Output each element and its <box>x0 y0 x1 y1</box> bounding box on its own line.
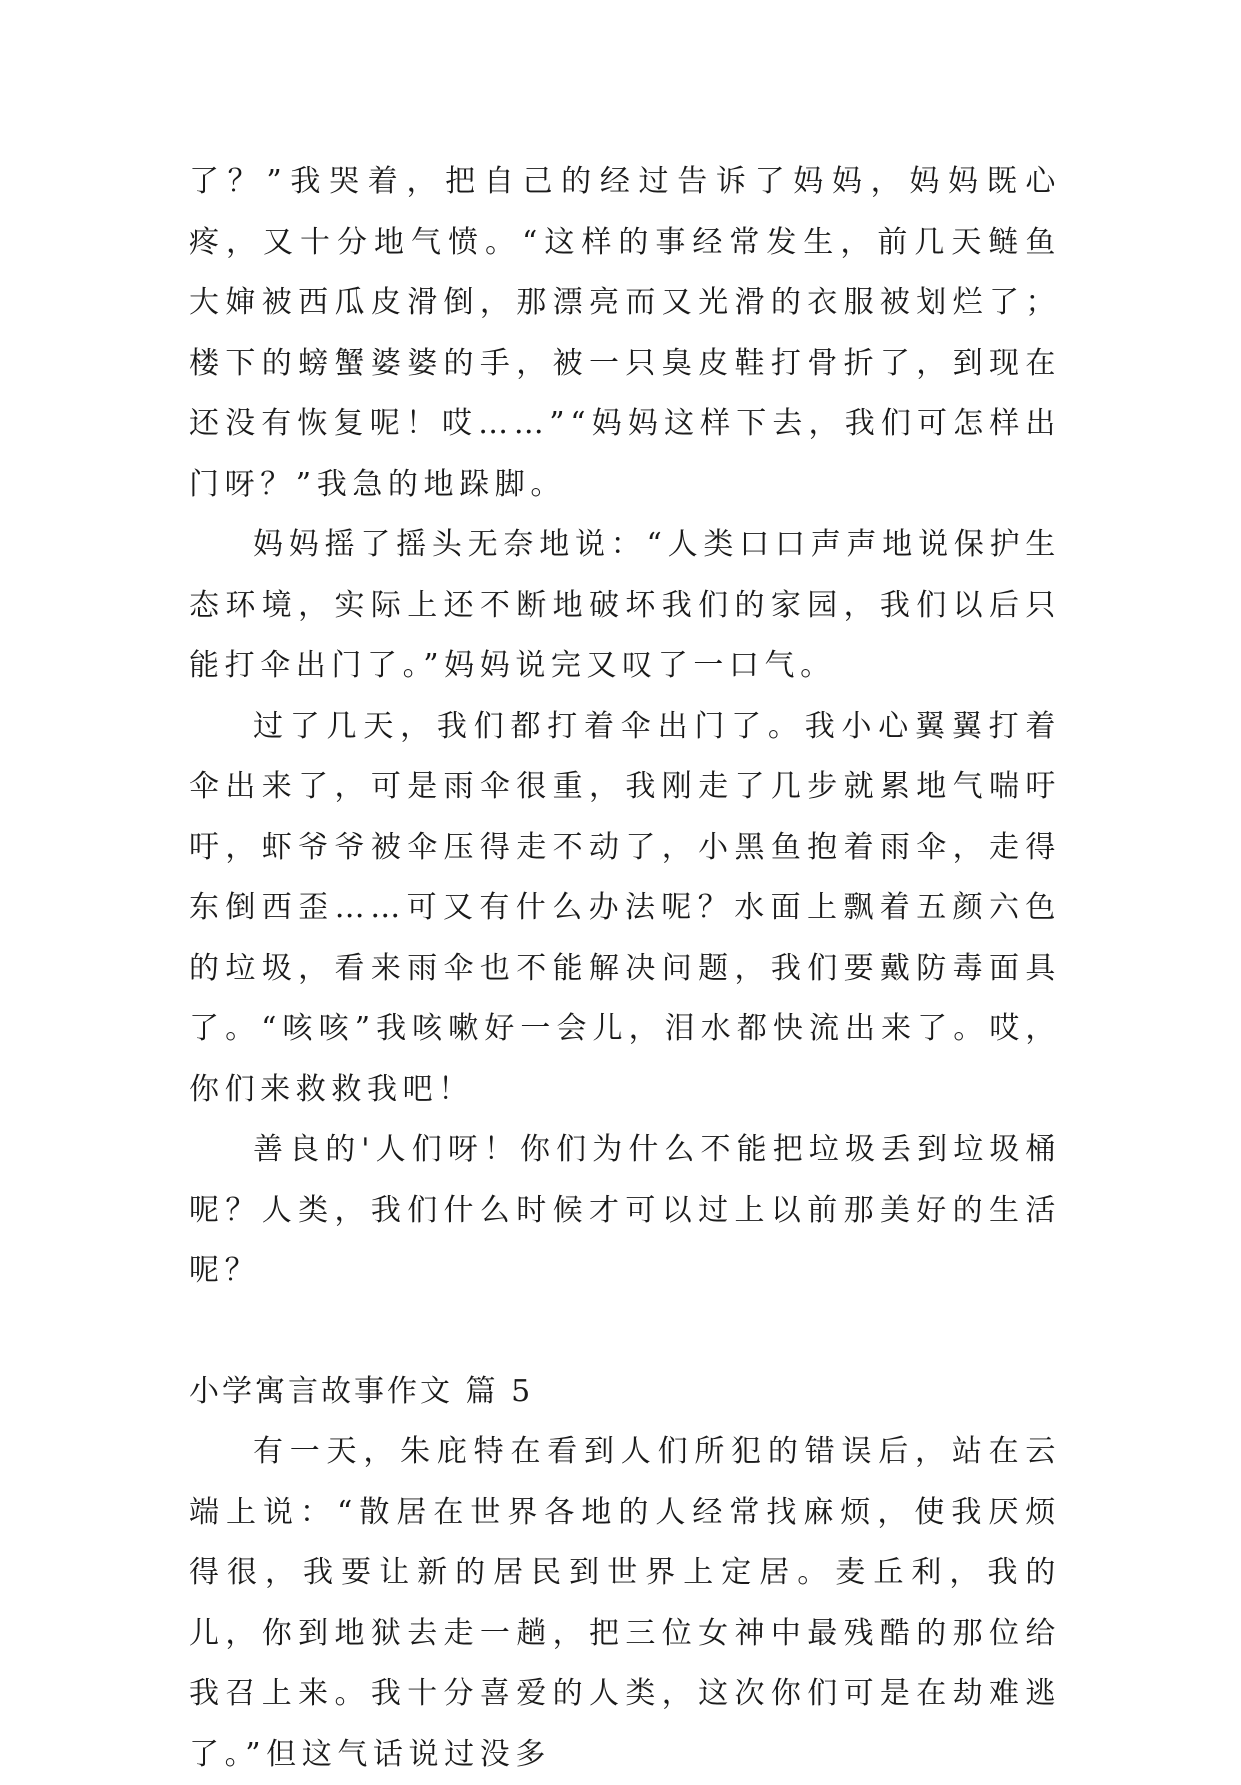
paragraph-plea: 善良的'人们呀！你们为什么不能把垃圾丢到垃圾桶呢？人类，我们什么时候才可以过上以前那美好的生活呢？ <box>189 1132 1061 1288</box>
section-heading: 小学寓言故事作文 篇 5 <box>189 1373 534 1409</box>
paragraph-umbrella-days: 过了几天，我们都打着伞出门了。我小心翼翼打着伞出来了，可是雨伞很重，我刚走了几步就累地气喘吁吁，虾爷爷被伞压得走不动了，小黑鱼抱着雨伞，走得东倒西歪……可又有什么办法呢？水面上飘着五颜六色的垃圾，看来雨伞也不能解决问题，我们要戴防毒面具了。“咳咳”我咳嗽好一会儿，泪水都快流出来了。哎，你们来救救我吧！ <box>189 708 1061 1107</box>
paragraph-continuation: 了？”我哭着，把自己的经过告诉了妈妈，妈妈既心疼，又十分地气愤。“这样的事经常发生，前几天鲢鱼大婶被西瓜皮滑倒，那漂亮而又光滑的衣服被划烂了；楼下的螃蟹婆婆的手，被一只臭皮鞋打骨折了，到现在还没有恢复呢！哎……”“妈妈这样下去，我们可怎样出门呀？”我急的地跺脚。 <box>189 164 1061 502</box>
paragraph-jupiter: 有一天，朱庇特在看到人们所犯的错误后，站在云端上说：“散居在世界各地的人经常找麻烦，使我厌烦得很，我要让新的居民到世界上定居。麦丘利，我的儿，你到地狱去走一趟，把三位女神中最残酷的那位给我召上来。我十分喜爱的人类，这次你们可是在劫难逃了。”但这气话说过没多 <box>189 1434 1061 1772</box>
paragraph-mother-sighs: 妈妈摇了摇头无奈地说：“人类口口声声地说保护生态环境，实际上还不断地破坏我们的家园，我们以后只能打伞出门了。”妈妈说完又叹了一口气。 <box>189 527 1061 683</box>
document-body <box>189 152 1061 1785</box>
